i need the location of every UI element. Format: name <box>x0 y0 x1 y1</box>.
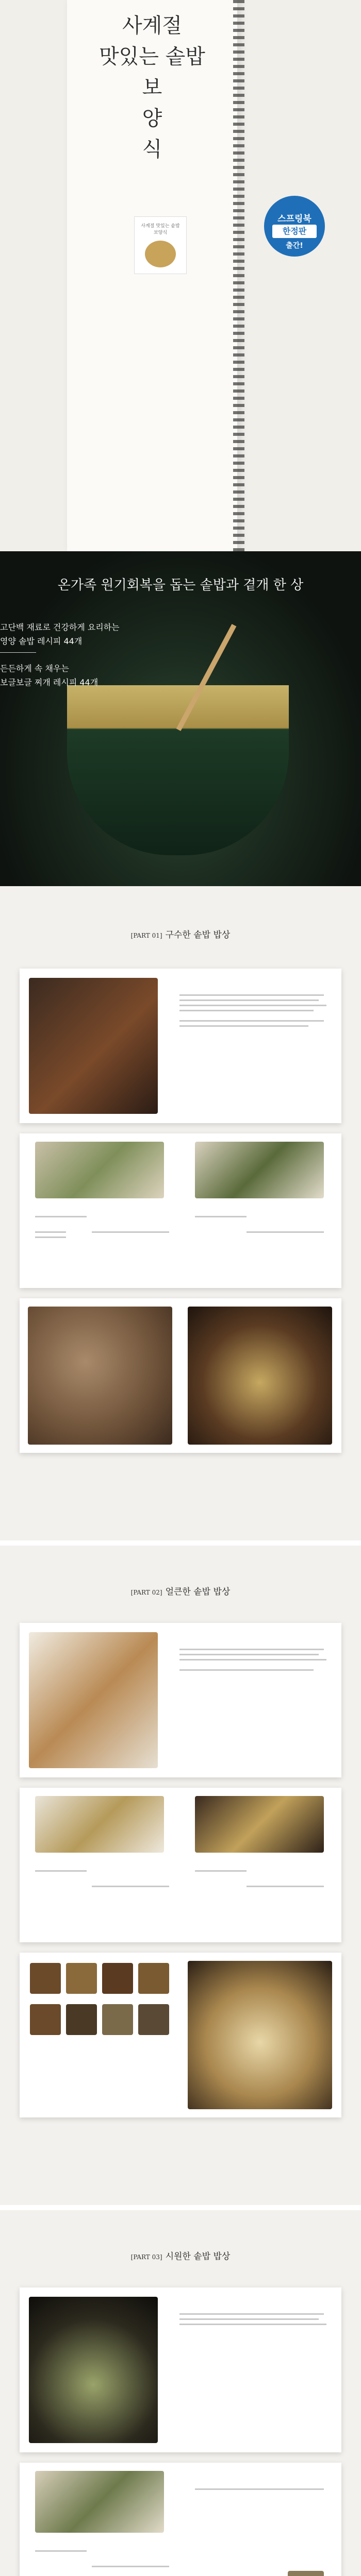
badge-line2: 한정판 <box>272 225 317 238</box>
dish-photo <box>35 1142 164 1198</box>
step-photo <box>30 2004 61 2035</box>
section-part2-title: 얼큰한 솥밥 밥상 <box>165 1587 231 1597</box>
mini-cover-image <box>134 216 187 274</box>
hero-line4: 보글보글 찌개 레시피 44개 <box>0 677 99 687</box>
badge-line1: 스프링북 <box>277 214 311 224</box>
text-line <box>247 1231 324 1233</box>
section-part1-label: [PART 01] <box>130 932 162 939</box>
text-line <box>35 1216 87 1217</box>
text-line <box>179 1005 326 1006</box>
step-photo <box>66 2004 97 2035</box>
step-photo <box>138 2004 169 2035</box>
book-title <box>67 10 237 165</box>
text-line <box>92 2566 169 2567</box>
text-line <box>195 1870 247 1872</box>
mini-cover-photo <box>145 241 176 267</box>
hero-line1: 고단백 재료로 건강하게 요리하는 <box>0 622 120 632</box>
step-photo <box>30 1963 61 1994</box>
title-line1: 사계절 <box>122 14 182 38</box>
spread-3 <box>20 1298 341 1453</box>
dish-photo <box>29 1632 158 1768</box>
text-line <box>195 2488 324 2490</box>
text-line <box>35 1236 66 1238</box>
hero-divider <box>0 652 36 653</box>
dish-photo <box>35 2471 164 2533</box>
spread-2 <box>20 1133 341 1288</box>
dish-photo <box>195 1142 324 1198</box>
section-part3-header <box>0 2249 361 2262</box>
text-line <box>179 994 324 996</box>
text-line <box>179 1669 314 1671</box>
spread-8 <box>20 2463 341 2576</box>
section-part3-label: [PART 03] <box>130 2253 162 2261</box>
section-part3-title: 시원한 솥밥 밥상 <box>165 2251 231 2262</box>
step-photo <box>138 1963 169 1994</box>
text-line <box>92 1886 169 1887</box>
text-line <box>179 1654 319 1655</box>
spread-4 <box>20 1623 341 1777</box>
step-photo <box>102 2004 133 2035</box>
hero-tagline: 온가족 원기회복을 돕는 솥밥과 곁개 한 상 <box>57 578 304 593</box>
text-line <box>35 1231 66 1233</box>
step-photo <box>102 1963 133 1994</box>
text-line <box>247 1886 324 1887</box>
title-vertical-3: 식 <box>142 138 162 161</box>
section-part2-header <box>0 1584 361 1597</box>
title-line2: 맛있는 솥밥 <box>99 45 205 69</box>
mini-cover-text: 사계절 맛있는 솥밥 보양식 <box>141 224 180 235</box>
dish-photo <box>195 1796 324 1853</box>
text-line <box>179 1025 308 1027</box>
text-line <box>179 2318 319 2320</box>
dish-photo <box>29 978 158 1114</box>
text-line <box>179 2324 326 2325</box>
section-part1-title: 구수한 솥밥 밥상 <box>165 930 231 940</box>
hero-line3: 든든하게 속 채우는 <box>0 664 69 673</box>
spread-1 <box>20 969 341 1123</box>
text-line <box>195 1216 247 1217</box>
text-line <box>179 999 319 1001</box>
dish-photo <box>35 1796 164 1853</box>
section-part1-header <box>0 927 361 940</box>
title-vertical-2: 양 <box>142 107 162 130</box>
text-line <box>35 2550 87 2552</box>
step-photo <box>66 1963 97 1994</box>
dish-photo <box>188 1307 332 1445</box>
spread-5 <box>20 1788 341 1942</box>
text-line <box>179 1020 324 1022</box>
text-line <box>92 1231 169 1233</box>
section-part2-label: [PART 02] <box>130 1589 162 1596</box>
text-line <box>179 1649 324 1650</box>
hero-line2: 영양 솥밥 레시피 44개 <box>0 636 83 646</box>
spread-6 <box>20 1953 341 2117</box>
text-line <box>35 1870 87 1872</box>
spread-7 <box>20 2287 341 2452</box>
title-vertical-1: 보 <box>142 76 162 99</box>
dish-photo <box>28 1307 172 1445</box>
edition-badge <box>264 196 325 257</box>
dish-photo <box>188 1961 332 2109</box>
dish-photo <box>29 2297 158 2443</box>
text-line <box>179 2313 324 2315</box>
step-photo <box>288 2571 324 2576</box>
badge-line3: 출간! <box>286 242 303 250</box>
text-line <box>179 1659 326 1660</box>
text-line <box>179 1010 314 1011</box>
